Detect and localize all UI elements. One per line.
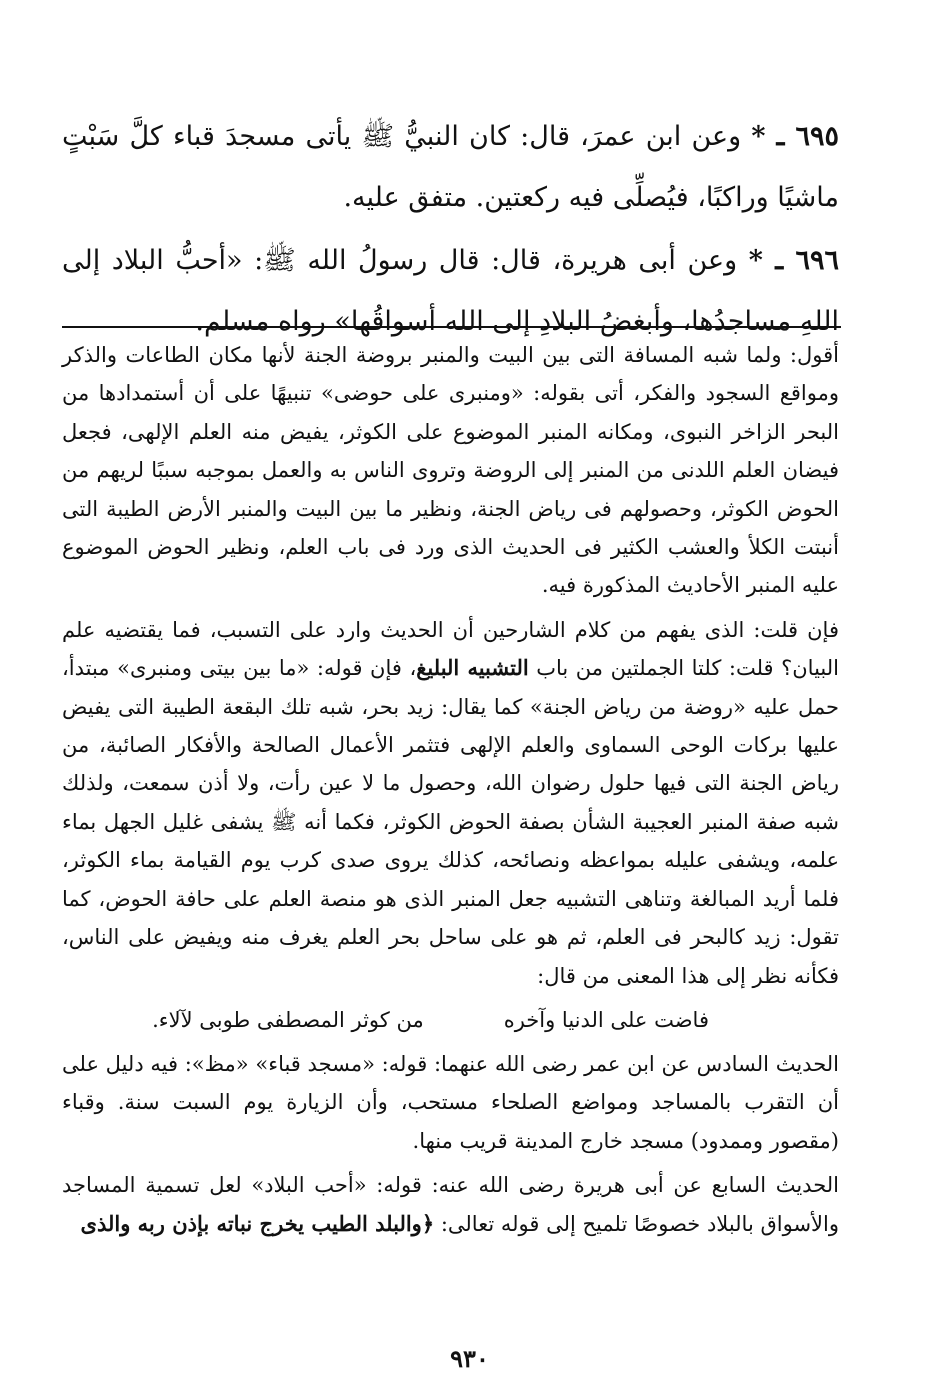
emphasized-term: التشبيه البليغ	[416, 655, 529, 681]
verse-first-hemistich: فاضت على الدنيا وآخره	[503, 1007, 709, 1032]
paragraph-text: فإن قلت: الذى يفهم من كلام الشارحين أن الحديث وارد على التسبب، فما يقتضيه علم البيان؟ قلت: كلتا الجملتين من باب	[62, 617, 839, 681]
hadith-text: وعن أبى هريرة، قال: قال رسولُ الله ﷺ: «أحبُّ البلاد إلى اللهِ مساجدُها، وأبغضُ البلادِ إلى الله أسواقُها» رواه مسلم.	[62, 245, 839, 337]
paragraph-text: الحديث السابع عن أبى هريرة رضى الله عنه: قوله: «أحب البلاد» لعل تسمية المساجد والأسواق بالبلاد خصوصًا تلميح إلى قوله تعالى:	[62, 1173, 839, 1236]
hadith-number: ٦٩٦ ـ *	[748, 245, 839, 276]
commentary-paragraph: أقول: ولما شبه المسافة التى بين البيت والمنبر بروضة الجنة لأنها مكان الطاعات والذكر ومواقع السجود والفكر، أتى بقوله: «ومنبرى على حوضى» تنبيهًا على أن أستمدادها من البحر الزاخر النبوى، ومكانه المنبر الموضوع على الكوثر، يفيض منه العلم الإلهى، فجعل فيضان العلم اللدنى من المنبر إلى الروضة وتروى الناس به والعمل بموجبه سببًا لريهم من الحوض الكوثر، وحصولهم فى رياض الجنة، ونظير ما بين البيت والمنبر الأرض الطيبة التى أنبتت الكلأ والعشب الكثير فى الحديث الذى ورد فى باب العلم، ونظير الحوض الموضوع عليه المنبر الأحاديث المذكورة فيه.	[62, 343, 839, 598]
commentary-section	[62, 336, 839, 1249]
hadith-number: ٦٩٥ ـ *	[751, 121, 839, 152]
commentary-paragraph: الحديث السادس عن ابن عمر رضى الله عنهما: قوله: «مسجد قباء» «مظ»: فيه دليل على أن التقرب بالمساجد ومواضع الصلحاء مستحب، وأن الزيارة يوم السبت سنة. وقباء (مقصور وممدود) مسجد خارج المدينة قريب منها.	[62, 1051, 839, 1153]
hadith-section	[62, 106, 839, 354]
hadith-695	[62, 106, 839, 228]
section-divider	[62, 326, 841, 328]
hadith-text: وعن ابن عمرَ، قال: كان النبيُّ ﷺ يأتى مسجدَ قباء كلَّ سَبْتٍ ماشيًا وراكبًا، فيُصلِّى فيه ركعتين. متفق عليه.	[62, 121, 839, 213]
poetry-verse	[62, 1001, 839, 1039]
commentary-paragraph	[62, 1166, 839, 1243]
hadith-696	[62, 230, 839, 352]
quran-quote: ﴿والبلد الطيب يخرج نباته بإذن ربه والذى	[80, 1210, 435, 1236]
paragraph-text: ، فإن قوله: «ما بين بيتى ومنبرى» مبتدأ، حمل عليه «روضة من رياض الجنة» كما يقال: زيد بحر، شبه تلك البقعة الطيبة التى يفيض عليها بركات الوحى السماوى والعلم الإلهى فتثمر الأعمال الصالحة والأفكار الصائبة، من رياض الجنة التى فيها حلول رضوان الله، وحصول ما لا عين رأت، ولا أذن سمعت، ولذلك شبه صفة المنبر العجيبة الشأن بصفة الحوض الكوثر، فكما أنه ﷺ يشفى غليل الجهل بماء علمه، ويشفى عليله بمواعظه ونصائحه، كذلك يروى صدى كرب يوم القيامة بماء الكوثر، فلما أريد المبالغة وتناهى التشبيه جعل المنبر الذى هو منصة العلم على حافة الحوض، كما تقول: زيد كالبحر فى العلم، ثم هو على ساحل بحر العلم يغرف منه ويفيض على الناس، فكأنه نظر إلى هذا المعنى من قال:	[62, 656, 839, 988]
commentary-paragraph	[62, 611, 839, 995]
page-number: ٩٣٠	[450, 1344, 489, 1373]
verse-second-hemistich: من كوثر المصطفى طوبى لآلاء.	[152, 1007, 424, 1032]
